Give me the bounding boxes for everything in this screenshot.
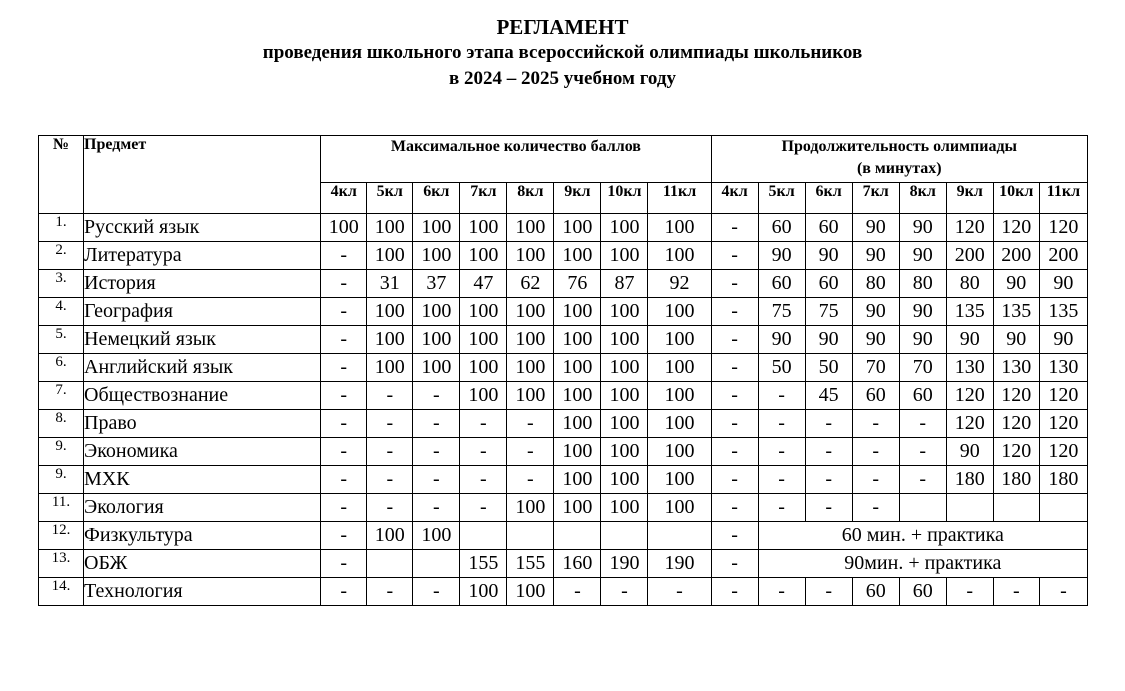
duration-cell: 90 bbox=[1039, 326, 1087, 354]
points-cell: 100 bbox=[554, 382, 601, 410]
title-line-1: РЕГЛАМЕНТ bbox=[496, 15, 629, 39]
table-row bbox=[39, 214, 1088, 242]
points-cell: - bbox=[321, 550, 367, 578]
duration-cell: 70 bbox=[852, 354, 899, 382]
duration-cell: 200 bbox=[1039, 242, 1087, 270]
duration-cell: 75 bbox=[758, 298, 805, 326]
points-cell: - bbox=[367, 466, 413, 494]
duration-cell: 90 bbox=[758, 326, 805, 354]
points-cell: - bbox=[367, 438, 413, 466]
row-number: 14. bbox=[39, 578, 84, 606]
duration-cell: - bbox=[711, 438, 758, 466]
duration-cell: 130 bbox=[993, 354, 1039, 382]
duration-cell: - bbox=[711, 466, 758, 494]
points-cell: - bbox=[507, 466, 554, 494]
duration-cell: 60 bbox=[805, 270, 852, 298]
table-row bbox=[39, 354, 1088, 382]
duration-cell: 90 bbox=[899, 326, 946, 354]
duration-cell: 80 bbox=[946, 270, 993, 298]
points-cell: 100 bbox=[601, 438, 648, 466]
points-cell: 100 bbox=[554, 298, 601, 326]
duration-cell: 90 bbox=[852, 326, 899, 354]
points-cell: 190 bbox=[648, 550, 711, 578]
duration-cell: - bbox=[711, 214, 758, 242]
points-cell: - bbox=[460, 410, 507, 438]
duration-cell: 90 bbox=[899, 214, 946, 242]
duration-cell: 60 bbox=[899, 578, 946, 606]
duration-cell: 120 bbox=[993, 410, 1039, 438]
row-number: 9. bbox=[39, 466, 84, 494]
row-number: 3. bbox=[39, 270, 84, 298]
duration-cell: - bbox=[993, 578, 1039, 606]
duration-cell: - bbox=[711, 522, 758, 550]
points-cell: 100 bbox=[554, 214, 601, 242]
duration-cell: 80 bbox=[852, 270, 899, 298]
points-cell: 87 bbox=[601, 270, 648, 298]
points-cell: 100 bbox=[460, 326, 507, 354]
duration-cell: - bbox=[711, 326, 758, 354]
row-number: 2. bbox=[39, 242, 84, 270]
points-cell: 100 bbox=[507, 578, 554, 606]
points-cell: 100 bbox=[507, 494, 554, 522]
duration-cell: 120 bbox=[1039, 214, 1087, 242]
points-cell: 100 bbox=[648, 214, 711, 242]
row-number: 7. bbox=[39, 382, 84, 410]
table-row bbox=[39, 242, 1088, 270]
duration-cell: 90 bbox=[805, 242, 852, 270]
duration-cell: 90 bbox=[946, 438, 993, 466]
num-header: № bbox=[39, 136, 84, 214]
duration-cell: 90 bbox=[946, 326, 993, 354]
points-cell: - bbox=[507, 410, 554, 438]
points-cell: 100 bbox=[554, 326, 601, 354]
points-cell: 190 bbox=[601, 550, 648, 578]
points-cell: 100 bbox=[648, 410, 711, 438]
duration-cell: 120 bbox=[946, 214, 993, 242]
points-cell: - bbox=[460, 466, 507, 494]
duration-cell: - bbox=[758, 438, 805, 466]
points-cell: - bbox=[321, 242, 367, 270]
duration-cell: - bbox=[946, 578, 993, 606]
table-row bbox=[39, 298, 1088, 326]
duration-span-cell: 60 мин. + практика bbox=[758, 522, 1087, 550]
points-cell: 100 bbox=[601, 298, 648, 326]
duration-cell: - bbox=[711, 494, 758, 522]
row-number: 6. bbox=[39, 354, 84, 382]
points-cell: 100 bbox=[601, 214, 648, 242]
duration-cell: 90 bbox=[899, 242, 946, 270]
duration-class-header: 10кл bbox=[993, 183, 1039, 214]
points-cell: 100 bbox=[601, 326, 648, 354]
duration-cell: - bbox=[711, 382, 758, 410]
points-cell: - bbox=[507, 438, 554, 466]
points-class-header: 6кл bbox=[413, 183, 460, 214]
points-cell: 160 bbox=[554, 550, 601, 578]
duration-class-header: 6кл bbox=[805, 183, 852, 214]
points-cell: 100 bbox=[413, 214, 460, 242]
points-cell: 155 bbox=[507, 550, 554, 578]
points-cell: - bbox=[321, 466, 367, 494]
points-cell: - bbox=[321, 410, 367, 438]
duration-cell: 90 bbox=[758, 242, 805, 270]
points-cell: 100 bbox=[367, 326, 413, 354]
duration-cell: - bbox=[805, 410, 852, 438]
duration-cell: 120 bbox=[993, 214, 1039, 242]
duration-cell: 90 bbox=[1039, 270, 1087, 298]
duration-header-line-1: Продолжительность олимпиады bbox=[781, 138, 1018, 155]
duration-cell: - bbox=[711, 242, 758, 270]
duration-cell: 70 bbox=[899, 354, 946, 382]
duration-class-header: 9кл bbox=[946, 183, 993, 214]
points-cell: - bbox=[321, 298, 367, 326]
duration-cell: - bbox=[899, 410, 946, 438]
points-cell: - bbox=[321, 354, 367, 382]
points-cell: 100 bbox=[507, 326, 554, 354]
subject-cell: Технология bbox=[84, 578, 321, 606]
points-cell: 100 bbox=[460, 578, 507, 606]
points-cell: - bbox=[367, 494, 413, 522]
points-cell: 100 bbox=[648, 494, 711, 522]
points-cell bbox=[507, 522, 554, 550]
table-row bbox=[39, 550, 1088, 578]
points-cell bbox=[601, 522, 648, 550]
points-cell: 100 bbox=[413, 298, 460, 326]
subject-cell: Экономика bbox=[84, 438, 321, 466]
points-cell bbox=[648, 522, 711, 550]
points-cell: 100 bbox=[648, 298, 711, 326]
duration-cell: - bbox=[711, 298, 758, 326]
subject-cell: Право bbox=[84, 410, 321, 438]
subject-cell: География bbox=[84, 298, 321, 326]
table-row bbox=[39, 326, 1088, 354]
duration-cell: - bbox=[852, 410, 899, 438]
duration-header-line-2: (в минутах) bbox=[856, 160, 942, 177]
points-cell bbox=[367, 550, 413, 578]
points-cell: - bbox=[648, 578, 711, 606]
duration-cell: - bbox=[852, 494, 899, 522]
regulation-table bbox=[38, 135, 1088, 606]
duration-cell: 180 bbox=[1039, 466, 1087, 494]
title-line-3: в 2024 – 2025 учебном году bbox=[449, 68, 676, 89]
points-cell: 100 bbox=[601, 354, 648, 382]
points-class-header: 4кл bbox=[321, 183, 367, 214]
points-cell: 100 bbox=[601, 466, 648, 494]
points-cell: 100 bbox=[367, 354, 413, 382]
table-row bbox=[39, 522, 1088, 550]
points-cell bbox=[460, 522, 507, 550]
duration-cell bbox=[946, 494, 993, 522]
duration-cell: 60 bbox=[805, 214, 852, 242]
duration-cell: - bbox=[1039, 578, 1087, 606]
points-cell: - bbox=[413, 382, 460, 410]
duration-cell: - bbox=[711, 354, 758, 382]
points-cell bbox=[554, 522, 601, 550]
duration-cell: - bbox=[711, 410, 758, 438]
points-cell: 100 bbox=[460, 242, 507, 270]
points-cell: 100 bbox=[601, 382, 648, 410]
duration-cell: 200 bbox=[946, 242, 993, 270]
duration-cell: 130 bbox=[1039, 354, 1087, 382]
points-cell: 100 bbox=[367, 522, 413, 550]
subject-cell: Обществознание bbox=[84, 382, 321, 410]
points-cell: 100 bbox=[413, 242, 460, 270]
duration-cell: 90 bbox=[805, 326, 852, 354]
subject-cell: Русский язык bbox=[84, 214, 321, 242]
duration-cell: 90 bbox=[852, 242, 899, 270]
duration-cell: - bbox=[758, 494, 805, 522]
points-class-header: 5кл bbox=[367, 183, 413, 214]
table-row bbox=[39, 494, 1088, 522]
duration-cell bbox=[993, 494, 1039, 522]
points-cell: 47 bbox=[460, 270, 507, 298]
points-cell: - bbox=[601, 578, 648, 606]
row-number: 11. bbox=[39, 494, 84, 522]
points-cell: 100 bbox=[460, 382, 507, 410]
points-cell: - bbox=[367, 382, 413, 410]
points-cell: - bbox=[321, 578, 367, 606]
points-cell: 100 bbox=[601, 242, 648, 270]
points-cell: - bbox=[413, 410, 460, 438]
duration-class-header: 11кл bbox=[1039, 183, 1087, 214]
duration-class-header: 4кл bbox=[711, 183, 758, 214]
duration-cell: 180 bbox=[946, 466, 993, 494]
points-cell: 100 bbox=[554, 466, 601, 494]
duration-cell: 135 bbox=[946, 298, 993, 326]
duration-cell: 120 bbox=[993, 438, 1039, 466]
subject-cell: МХК bbox=[84, 466, 321, 494]
duration-cell: 60 bbox=[758, 214, 805, 242]
duration-span-cell: 90мин. + практика bbox=[758, 550, 1087, 578]
subject-cell: Физкультура bbox=[84, 522, 321, 550]
points-cell: 100 bbox=[413, 522, 460, 550]
points-cell: 100 bbox=[367, 242, 413, 270]
table-row bbox=[39, 270, 1088, 298]
row-number: 1. bbox=[39, 214, 84, 242]
points-header: Максимальное количество баллов bbox=[321, 136, 711, 183]
points-cell: - bbox=[367, 578, 413, 606]
duration-cell: 120 bbox=[993, 382, 1039, 410]
points-cell: 155 bbox=[460, 550, 507, 578]
points-cell: 100 bbox=[413, 326, 460, 354]
points-cell: 100 bbox=[648, 438, 711, 466]
subject-cell: Английский язык bbox=[84, 354, 321, 382]
table-row bbox=[39, 382, 1088, 410]
points-cell: 92 bbox=[648, 270, 711, 298]
duration-class-header: 5кл bbox=[758, 183, 805, 214]
points-cell: - bbox=[321, 438, 367, 466]
row-number: 9. bbox=[39, 438, 84, 466]
duration-cell: 135 bbox=[1039, 298, 1087, 326]
points-cell: 100 bbox=[507, 354, 554, 382]
points-cell: 62 bbox=[507, 270, 554, 298]
points-cell: - bbox=[321, 382, 367, 410]
table-row bbox=[39, 578, 1088, 606]
points-class-header: 11кл bbox=[648, 183, 711, 214]
points-cell: 100 bbox=[648, 466, 711, 494]
points-cell: - bbox=[413, 578, 460, 606]
duration-cell: 135 bbox=[993, 298, 1039, 326]
duration-cell: - bbox=[899, 438, 946, 466]
points-cell: 100 bbox=[460, 298, 507, 326]
duration-cell: 90 bbox=[852, 298, 899, 326]
points-cell: - bbox=[321, 326, 367, 354]
points-cell: 100 bbox=[648, 382, 711, 410]
table-body bbox=[39, 214, 1088, 606]
duration-class-header: 7кл bbox=[852, 183, 899, 214]
duration-cell: 180 bbox=[993, 466, 1039, 494]
duration-cell: - bbox=[758, 382, 805, 410]
duration-cell: - bbox=[899, 466, 946, 494]
duration-cell bbox=[1039, 494, 1087, 522]
duration-cell: - bbox=[805, 466, 852, 494]
points-cell: 100 bbox=[507, 242, 554, 270]
points-cell: 100 bbox=[601, 494, 648, 522]
duration-cell: - bbox=[805, 494, 852, 522]
duration-cell: 120 bbox=[1039, 410, 1087, 438]
duration-cell: 90 bbox=[899, 298, 946, 326]
duration-cell: 75 bbox=[805, 298, 852, 326]
points-cell: 100 bbox=[648, 354, 711, 382]
table-row bbox=[39, 466, 1088, 494]
points-cell: 31 bbox=[367, 270, 413, 298]
points-cell: - bbox=[554, 578, 601, 606]
points-cell: 100 bbox=[601, 410, 648, 438]
row-number: 13. bbox=[39, 550, 84, 578]
duration-cell: - bbox=[758, 466, 805, 494]
duration-cell: 200 bbox=[993, 242, 1039, 270]
points-cell: 100 bbox=[460, 214, 507, 242]
duration-cell: 120 bbox=[1039, 382, 1087, 410]
header-row bbox=[39, 136, 1088, 183]
points-cell: 100 bbox=[648, 242, 711, 270]
points-cell: - bbox=[460, 494, 507, 522]
duration-cell: - bbox=[758, 578, 805, 606]
duration-cell: - bbox=[805, 578, 852, 606]
points-cell: 100 bbox=[648, 326, 711, 354]
subject-cell: Немецкий язык bbox=[84, 326, 321, 354]
points-cell: 100 bbox=[367, 214, 413, 242]
points-cell: 100 bbox=[554, 438, 601, 466]
points-cell: - bbox=[413, 494, 460, 522]
duration-cell: 120 bbox=[1039, 438, 1087, 466]
points-class-header: 7кл bbox=[460, 183, 507, 214]
points-class-header: 9кл bbox=[554, 183, 601, 214]
points-cell: - bbox=[367, 410, 413, 438]
points-cell: - bbox=[413, 466, 460, 494]
row-number: 4. bbox=[39, 298, 84, 326]
document-title bbox=[0, 14, 1125, 92]
points-cell: - bbox=[321, 494, 367, 522]
points-cell: 100 bbox=[507, 382, 554, 410]
duration-cell: - bbox=[805, 438, 852, 466]
row-number: 5. bbox=[39, 326, 84, 354]
points-cell: 100 bbox=[507, 214, 554, 242]
points-cell: 100 bbox=[554, 494, 601, 522]
duration-cell: 60 bbox=[852, 382, 899, 410]
row-number: 12. bbox=[39, 522, 84, 550]
duration-cell: 130 bbox=[946, 354, 993, 382]
duration-cell: 120 bbox=[946, 382, 993, 410]
points-cell: 100 bbox=[554, 410, 601, 438]
duration-cell: - bbox=[711, 578, 758, 606]
duration-cell: 60 bbox=[852, 578, 899, 606]
table-row bbox=[39, 438, 1088, 466]
duration-header bbox=[711, 136, 1087, 183]
points-class-header: 8кл bbox=[507, 183, 554, 214]
points-cell: 100 bbox=[460, 354, 507, 382]
duration-cell: - bbox=[758, 410, 805, 438]
duration-cell: 90 bbox=[993, 270, 1039, 298]
duration-cell: - bbox=[852, 466, 899, 494]
points-cell: - bbox=[321, 270, 367, 298]
duration-cell: 50 bbox=[758, 354, 805, 382]
points-class-header: 10кл bbox=[601, 183, 648, 214]
points-cell: 100 bbox=[321, 214, 367, 242]
subject-header: Предмет bbox=[84, 136, 321, 214]
points-cell: 76 bbox=[554, 270, 601, 298]
duration-cell: - bbox=[711, 270, 758, 298]
points-cell: 100 bbox=[507, 298, 554, 326]
points-cell: 100 bbox=[413, 354, 460, 382]
duration-cell: 60 bbox=[899, 382, 946, 410]
title-line-2: проведения школьного этапа всероссийской олимпиады школьников bbox=[262, 42, 863, 63]
points-cell: 37 bbox=[413, 270, 460, 298]
duration-cell: - bbox=[711, 550, 758, 578]
duration-cell: - bbox=[852, 438, 899, 466]
points-cell: 100 bbox=[367, 298, 413, 326]
subject-cell: ОБЖ bbox=[84, 550, 321, 578]
points-cell bbox=[413, 550, 460, 578]
subject-cell: Литература bbox=[84, 242, 321, 270]
points-cell: - bbox=[413, 438, 460, 466]
duration-cell: 45 bbox=[805, 382, 852, 410]
duration-cell: 90 bbox=[852, 214, 899, 242]
duration-class-header: 8кл bbox=[899, 183, 946, 214]
points-cell: 100 bbox=[554, 242, 601, 270]
points-cell: - bbox=[460, 438, 507, 466]
duration-cell: 90 bbox=[993, 326, 1039, 354]
duration-cell: 80 bbox=[899, 270, 946, 298]
duration-cell: 120 bbox=[946, 410, 993, 438]
duration-cell: 50 bbox=[805, 354, 852, 382]
points-cell: 100 bbox=[554, 354, 601, 382]
subject-cell: История bbox=[84, 270, 321, 298]
subject-cell: Экология bbox=[84, 494, 321, 522]
table-row bbox=[39, 410, 1088, 438]
duration-cell bbox=[899, 494, 946, 522]
points-cell: - bbox=[321, 522, 367, 550]
duration-cell: 60 bbox=[758, 270, 805, 298]
row-number: 8. bbox=[39, 410, 84, 438]
